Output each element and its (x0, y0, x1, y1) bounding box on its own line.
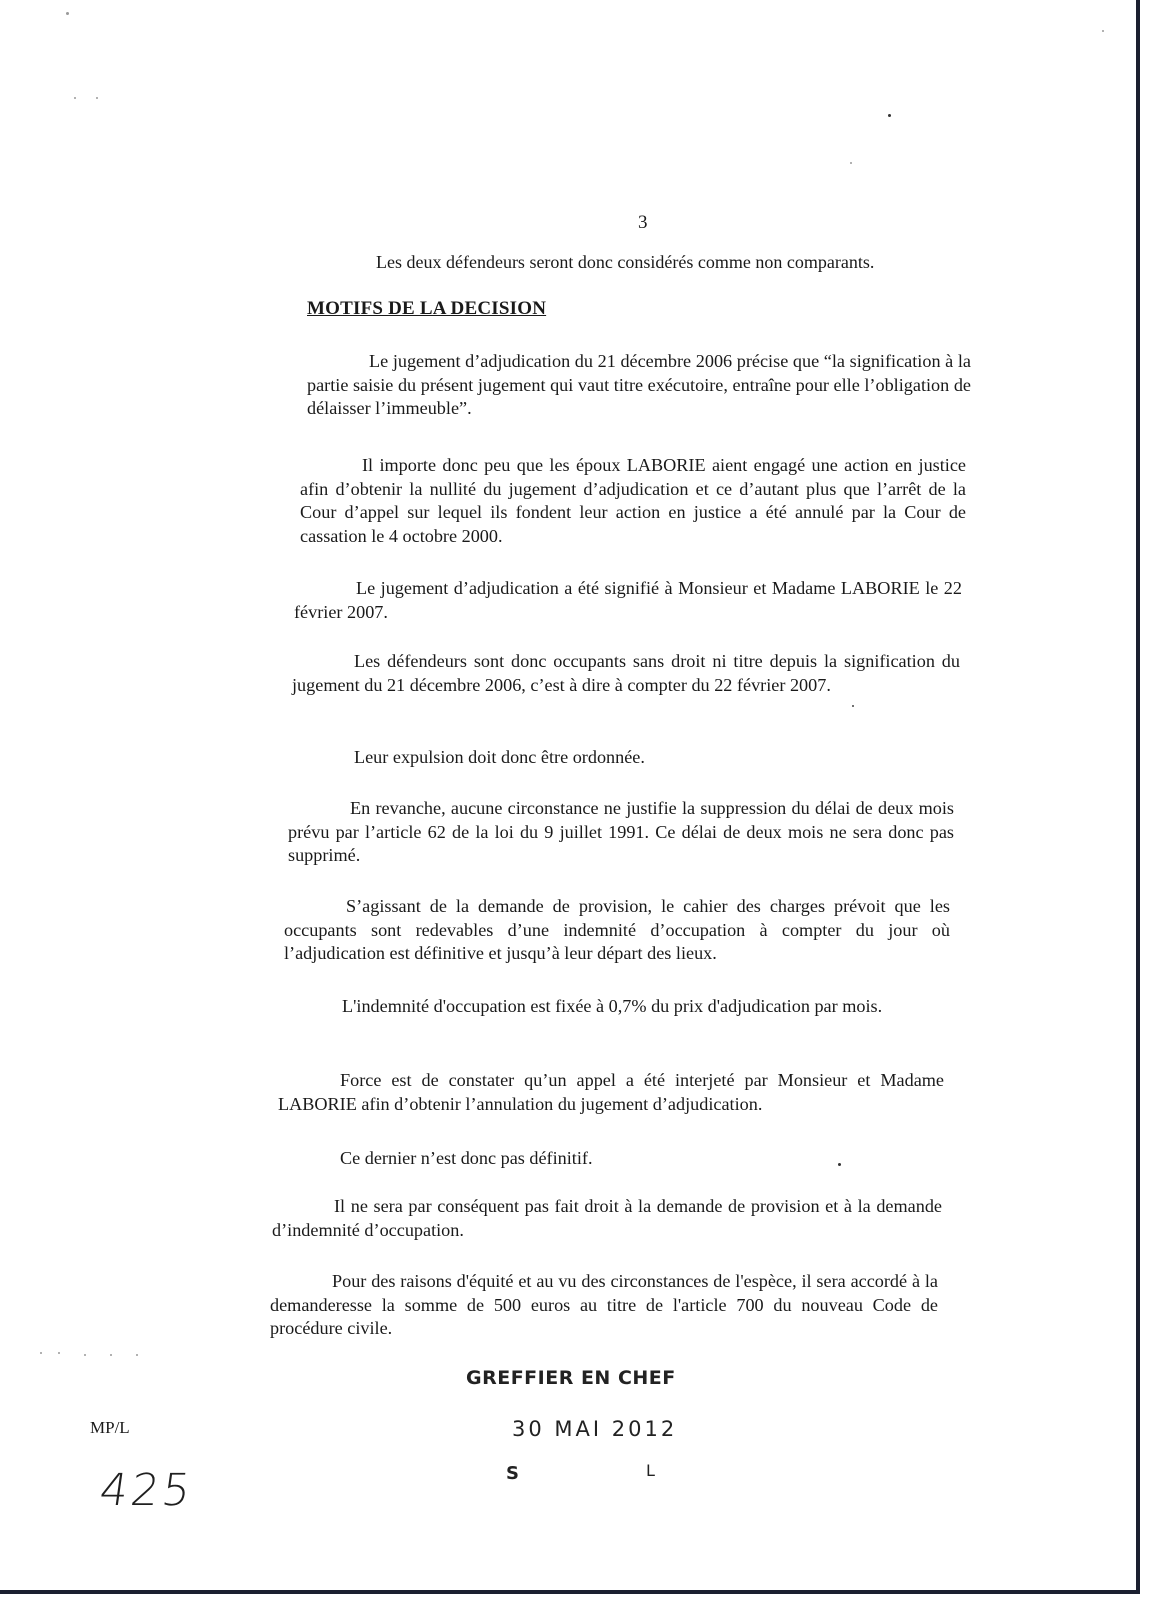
clerk-stamp-date: 30 MAI 2012 (512, 1417, 678, 1441)
scan-speck (136, 1354, 138, 1356)
paragraph: Force est de constater qu’un appel a été interjeté par Monsieur et Madame LABORIE afin d’obtenir l’annulation du jugement d’adjudication. (278, 1070, 944, 1114)
clerk-stamp-title: GREFFIER EN CHEF (466, 1367, 676, 1389)
scan-speck (40, 1352, 42, 1354)
scan-speck (1102, 30, 1104, 32)
handwritten-page-number: 425 (96, 1465, 197, 1516)
scan-speck (850, 162, 852, 164)
paragraph: Il importe donc peu que les époux LABORIE aient engagé une action en justice afin d’obtenir la nullité du jugement d’adjudication et ce d’autant plus que l’arrêt de la Cour d’appel sur lequel ils fondent leur action en justice a été annulé par la Cour de cassation le 4 octobre 2000. (300, 455, 966, 546)
paragraph: Leur expulsion doit donc être ordonnée. (354, 747, 645, 767)
scan-speck (110, 1354, 112, 1356)
scan-speck (74, 97, 76, 99)
typist-initials: MP/L (90, 1418, 130, 1437)
scan-speck (838, 1163, 841, 1166)
clerk-stamp-signature-right: L (646, 1461, 655, 1480)
paragraph: Pour des raisons d'équité et au vu des circonstances de l'espèce, il sera accordé à la demanderesse la somme de 500 euros au titre de l'article 700 du nouveau Code de procédure civile. (270, 1271, 938, 1338)
scan-speck (888, 114, 891, 117)
scan-speck (58, 1352, 60, 1354)
paragraph: Les défendeurs sont donc occupants sans droit ni titre depuis la signification du jugement du 21 décembre 2006, c’est à dire à compter du 22 février 2007. (292, 651, 960, 695)
scan-speck (96, 97, 98, 99)
paragraph: S’agissant de la demande de provision, le cahier des charges prévoit que les occupants sont redevables d’une indemnité d’occupation à compter du jour où l’adjudication est définitive et jusqu’à leur départ des lieux. (284, 896, 950, 963)
paragraph: Ce dernier n’est donc pas définitif. (340, 1148, 593, 1168)
scan-speck (852, 705, 854, 707)
page-number: 3 (638, 212, 648, 233)
section-title: MOTIFS DE LA DECISION (307, 298, 547, 319)
paragraph: Le jugement d’adjudication du 21 décembre 2006 précise que “la signification à la partie saisie du présent jugement qui vaut titre exécutoire, entraîne pour elle l’obligation de délaisser l’immeuble”. (307, 351, 971, 418)
clerk-stamp-signature-left: S (506, 1463, 519, 1484)
paragraph: L'indemnité d'occupation est fixée à 0,7% du prix d'adjudication par mois. (342, 996, 883, 1016)
paragraph: Le jugement d’adjudication a été signifié à Monsieur et Madame LABORIE le 22 février 2007. (294, 578, 962, 622)
paragraph: En revanche, aucune circonstance ne justifie la suppression du délai de deux mois prévu par l’article 62 de la loi du 9 juillet 1991. Ce délai de deux mois ne sera donc pas supprimé. (288, 798, 954, 865)
paragraph: Il ne sera par conséquent pas fait droit à la demande de provision et à la demande d’indemnité d’occupation. (272, 1196, 942, 1240)
scan-speck (84, 1354, 86, 1356)
intro-line: Les deux défendeurs seront donc considérés comme non comparants. (376, 252, 875, 272)
scan-speck (66, 12, 69, 15)
